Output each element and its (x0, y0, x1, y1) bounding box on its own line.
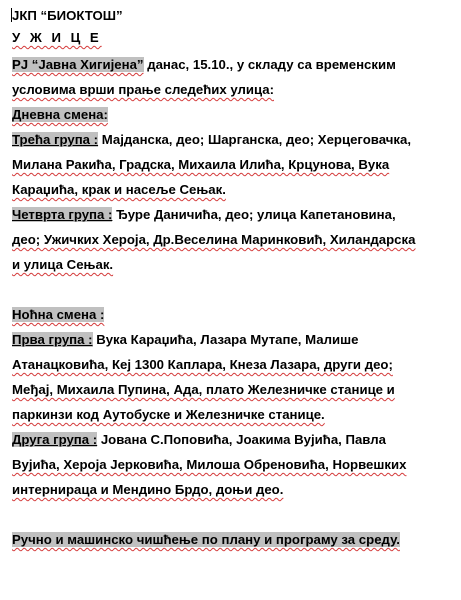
group4-label: Четврта група : (12, 207, 113, 222)
group2-line-2: Вујића, Хероја Јерковића, Милоша Обреновића, Норвешких (12, 457, 407, 472)
intro-line-2: условима врши прање следећих улица: (12, 82, 274, 97)
group3-text-1: Мајданска, део; Шарганска, део; Херцеговачка, (98, 132, 411, 147)
day-shift-heading-row (12, 102, 452, 127)
group4-line-3: и улица Сењак. (12, 257, 114, 272)
group1-line-1 (12, 327, 452, 352)
group4-text-1: Ђуре Даничића, део; улица Капетановина, (112, 207, 396, 222)
group3-line-2: Милана Ракића, Градска, Михаила Илића, Крцунова, Вука (12, 157, 390, 172)
group1-line-3: Међај, Михаила Пупина, Ада, плато Железничке станице и (12, 382, 395, 397)
blank-line (12, 277, 452, 302)
intro-line-1-text: данас, 15.10., у складу са временским (143, 57, 396, 72)
group2-text-1: Јована С.Поповића, Јоакима Вујића, Павла (97, 432, 386, 447)
unit-name: РЈ “Јавна Хигијена” (12, 57, 144, 72)
night-shift-heading: Ноћна смена : (12, 307, 105, 322)
document-page[interactable] (12, 8, 452, 552)
footer-note: Ручно и машинско чишћење по плану и програму за среду. (12, 532, 400, 547)
group2-line-3: интернираца и Мендино Брдо, доњи део. (12, 482, 284, 497)
group1-line-2: Атанацковића, Кеј 1300 Каплара, Кнеза Лазара, други део; (12, 357, 393, 372)
blank-line (12, 502, 452, 527)
night-shift-heading-row (12, 302, 452, 327)
group2-line-1 (12, 427, 452, 452)
group3-label: Трећа група : (12, 132, 99, 147)
day-shift-heading: Дневна смена: (12, 107, 108, 122)
group4-line-1 (12, 202, 452, 227)
city-name: У Ж И Ц Е (12, 30, 102, 45)
footer-row (12, 527, 452, 552)
group1-label: Прва група : (12, 332, 93, 347)
intro-line-1 (12, 52, 452, 77)
group1-line-4: паркинзи код Аутобуске и Железничке станице. (12, 407, 325, 422)
group3-line-3: Караџића, крак и насеље Сењак. (12, 182, 226, 197)
group4-line-2: део; Ужичких Хероја, Др.Веселина Маринковић, Хиландарска (12, 232, 416, 247)
company-name: ЈКП “БИОКТОШ” (12, 8, 123, 23)
group3-line-1 (12, 127, 452, 152)
group1-text-1: Вука Караџића, Лазара Мутапе, Малише (92, 332, 359, 347)
group2-label: Друга група : (12, 432, 98, 447)
